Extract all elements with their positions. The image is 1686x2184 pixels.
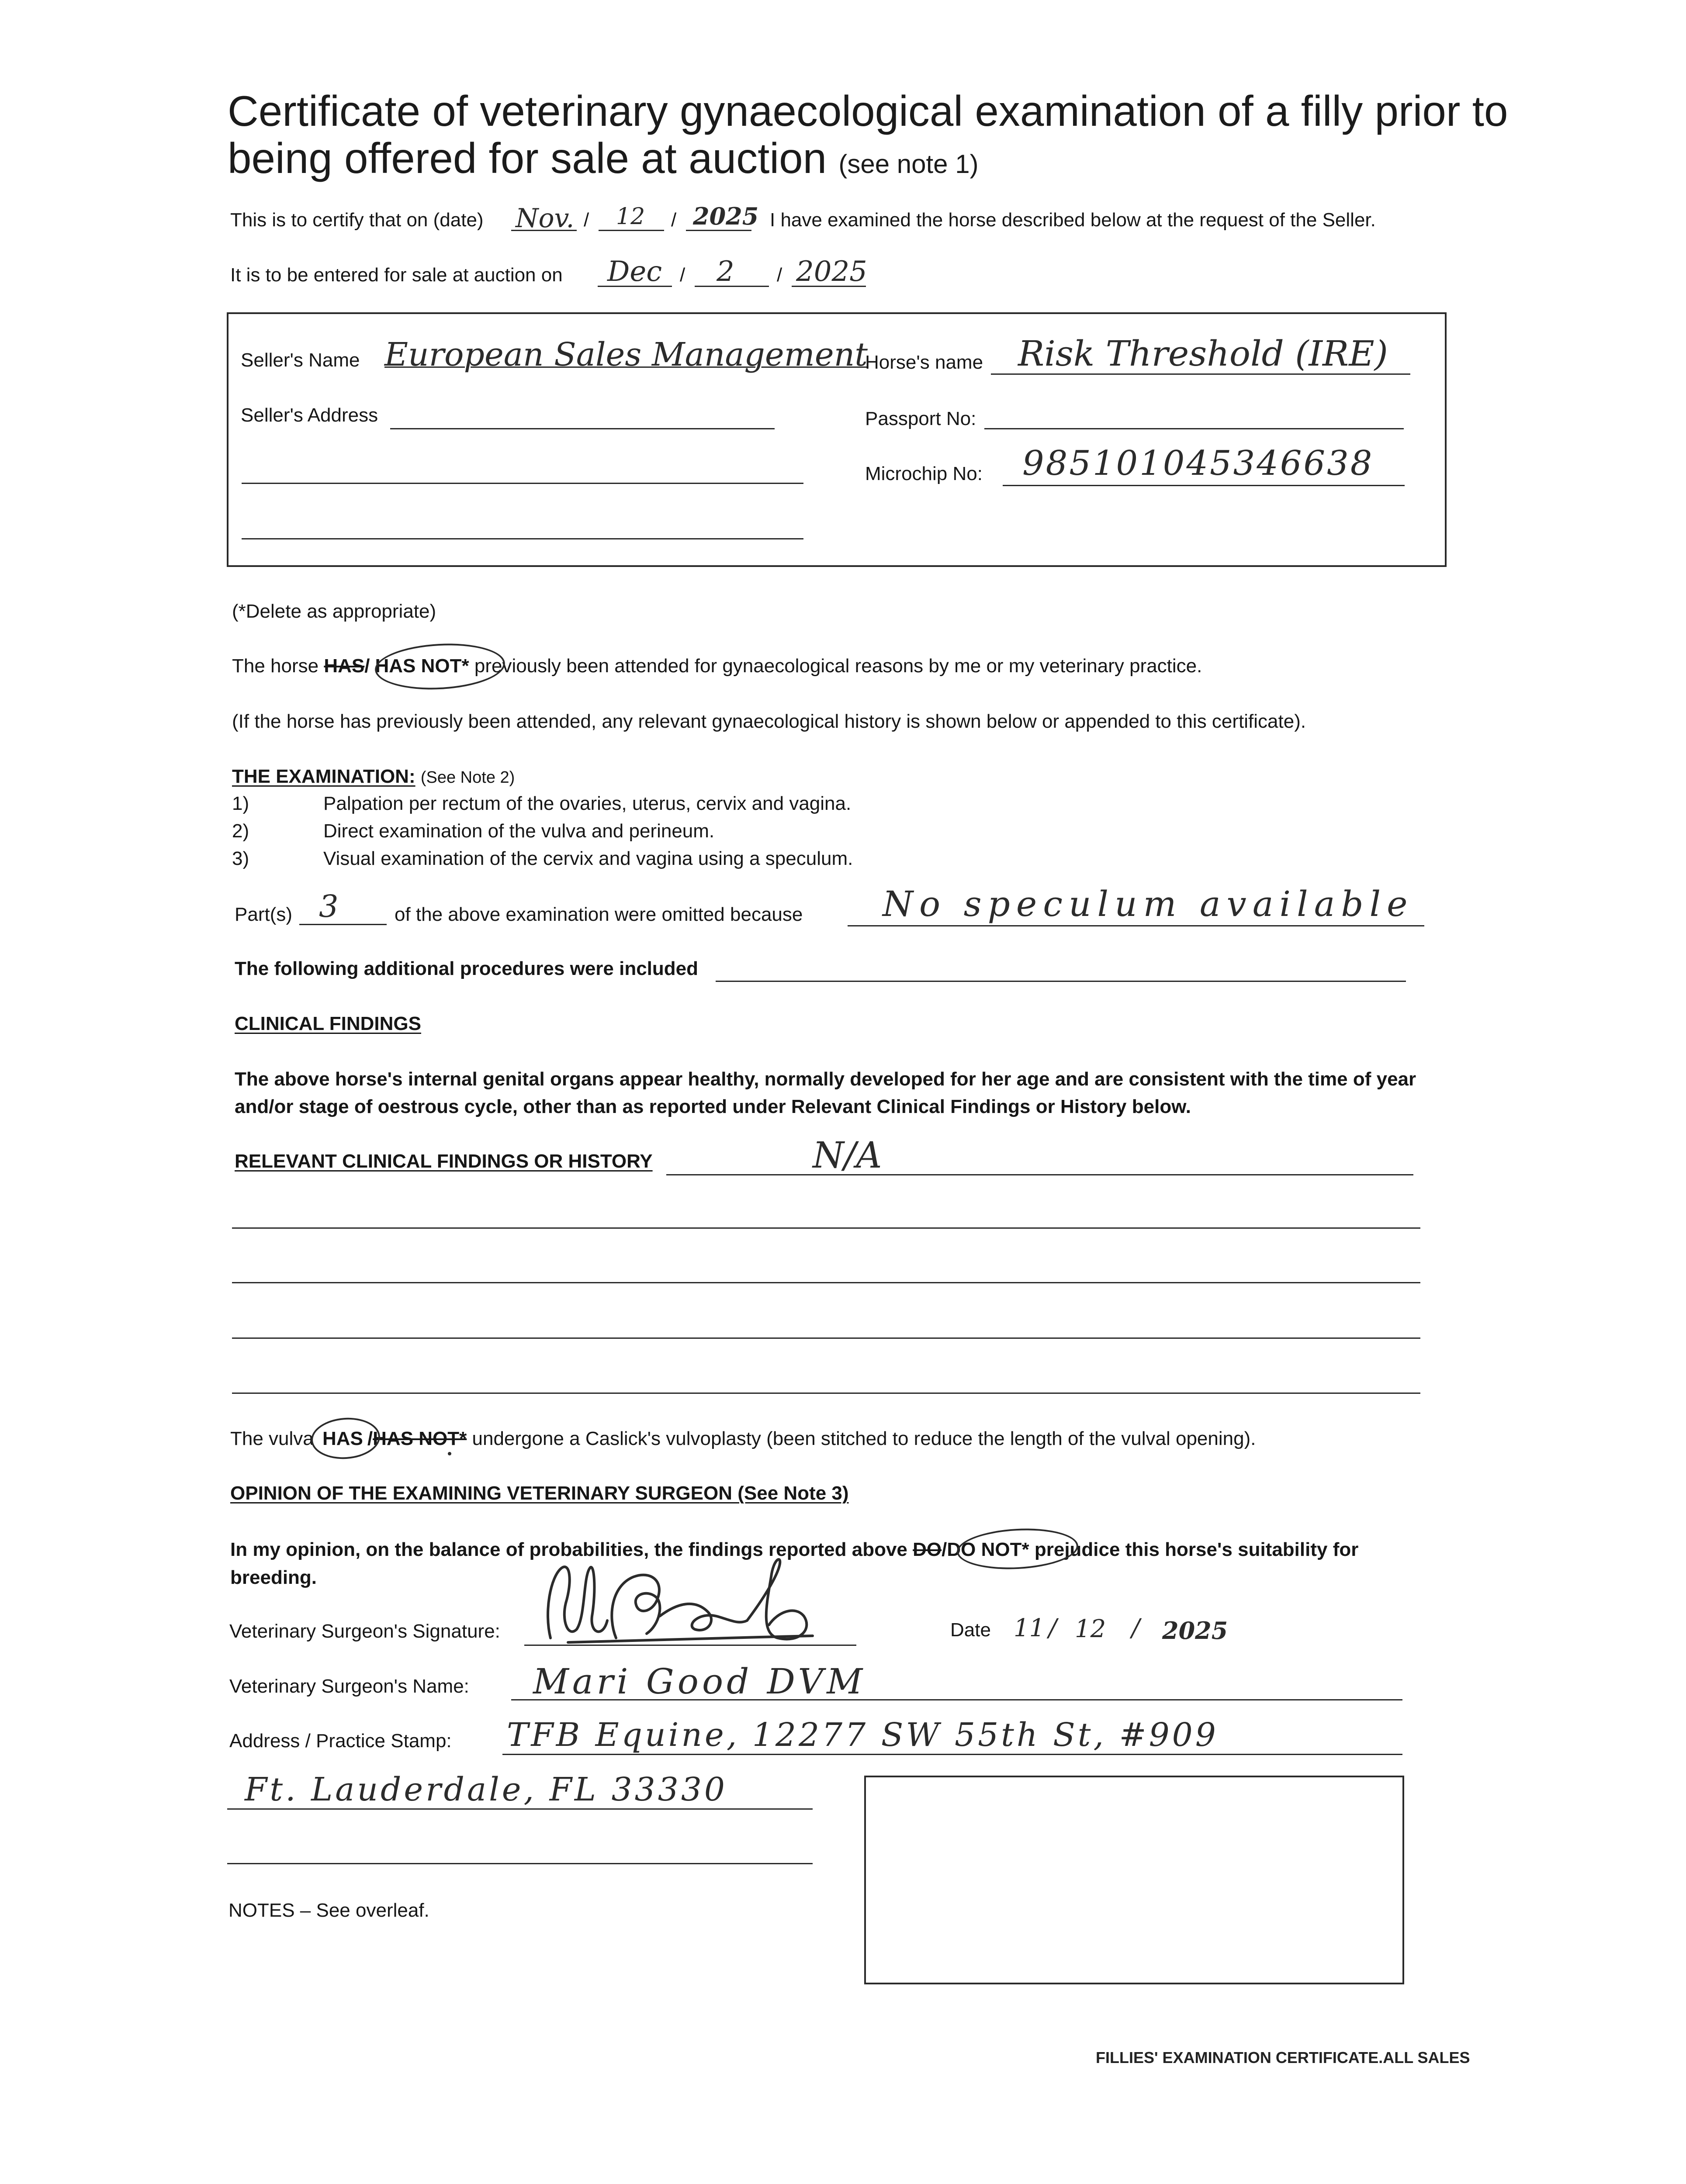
signature-date-sep: / [1049, 1614, 1057, 1642]
examination-heading-note: (See Note 2) [420, 768, 515, 787]
exam-item-num: 1) [232, 793, 249, 814]
clinical-statement-line-2: and/or stage of oestrous cycle, other than as reported under Relevant Clinical Findings or History below. [235, 1096, 1191, 1117]
slash: / [584, 209, 589, 231]
opinion-do-not-option[interactable]: DO NOT* [947, 1539, 1029, 1560]
signature-date-sep: / [1132, 1614, 1140, 1642]
attended-suffix: previously been attended for gynaecological reasons by me or my veterinary practice. [474, 655, 1202, 677]
attended-has-not-option[interactable]: HAS NOT* [375, 655, 469, 677]
additional-label: The following additional procedures were included [235, 958, 699, 979]
seller-address-line-2[interactable] [242, 483, 803, 484]
title-line-2 [228, 135, 1508, 188]
exam-item-text: Visual examination of the cervix and vagina using a speculum. [323, 848, 853, 869]
signature-date-label: Date [950, 1619, 991, 1641]
title-note: (see note 1) [838, 149, 979, 179]
address-line-2-value: Ft. Lauderdale, FL 33330 [245, 1771, 727, 1808]
practice-stamp-box[interactable] [864, 1776, 1404, 1984]
opinion-line-2: breeding. [230, 1567, 317, 1588]
delete-note: (*Delete as appropriate) [232, 601, 436, 622]
signature-date-year: 2025 [1162, 1617, 1228, 1645]
certify-date-year: 2025 [693, 202, 759, 230]
examination-heading [232, 767, 515, 786]
notes-text: NOTES – See overleaf. [228, 1900, 429, 1921]
vulva-line [230, 1429, 1256, 1448]
opinion-do-option[interactable]: DO [913, 1539, 942, 1560]
certify-date-month: Nov. [516, 203, 575, 234]
additional-line[interactable] [716, 981, 1406, 982]
auction-day: 2 [717, 256, 734, 288]
relevant-findings-value: N/A [813, 1135, 882, 1176]
attended-prefix: The horse [232, 655, 319, 677]
opinion-separator: / [942, 1539, 947, 1560]
certify-suffix: I have examined the horse described below at the request of the Seller. [770, 209, 1376, 231]
relevant-findings-line-4[interactable] [232, 1337, 1420, 1339]
vulva-has-option[interactable]: HAS [322, 1428, 363, 1449]
seller-address-label: Seller's Address [241, 404, 378, 426]
relevant-findings-line-1[interactable] [666, 1174, 1413, 1175]
omitted-because-label: of the above examination were omitted because [395, 904, 803, 925]
certify-prefix: This is to certify that on (date) [230, 209, 484, 231]
clinical-statement-line-1: The above horse's internal genital organs appear healthy, normally developed for her age and are consistent with the time of year [235, 1068, 1416, 1090]
slash: / [777, 264, 782, 286]
has-not-circle [374, 640, 506, 692]
address-line-1[interactable] [502, 1754, 1402, 1755]
vulva-prefix: The vulva [230, 1428, 314, 1449]
title-line-2-text: being offered for sale at auction [228, 134, 827, 182]
do-not-circle [956, 1526, 1079, 1572]
vet-name-value: Mari Good DVM [533, 1661, 866, 1702]
vulva-suffix: undergone a Caslick's vulvoplasty (been stitched to reduce the length of the vulval opening). [472, 1428, 1256, 1449]
signature-label: Veterinary Surgeon's Signature: [229, 1621, 500, 1642]
passport-line[interactable] [984, 428, 1404, 429]
relevant-findings-label: RELEVANT CLINICAL FINDINGS OR HISTORY [235, 1151, 653, 1172]
vulva-has-circle [310, 1416, 381, 1462]
footer-text: FILLIES' EXAMINATION CERTIFICATE.ALL SALES [1096, 2049, 1470, 2067]
vulva-has-not-option[interactable]: HAS NOT* [373, 1428, 467, 1449]
exam-item-text: Direct examination of the vulva and perineum. [323, 820, 715, 842]
seller-name-label: Seller's Name [241, 349, 360, 371]
slash: / [680, 264, 685, 286]
page-title [228, 87, 1508, 188]
horse-name-value: Risk Threshold (IRE) [1018, 333, 1388, 374]
address-line-1-value: TFB Equine, 12277 SW 55th St, #909 [507, 1716, 1219, 1754]
pen-mark [448, 1452, 451, 1455]
certify-date-day: 12 [616, 204, 645, 230]
slash: / [671, 209, 677, 231]
auction-year: 2025 [796, 256, 867, 288]
address-stamp-label: Address / Practice Stamp: [229, 1730, 452, 1752]
vulva-separator: / [367, 1428, 373, 1449]
opinion-heading: OPINION OF THE EXAMINING VETERINARY SURGEON (See Note 3) [230, 1482, 849, 1504]
attended-has-option[interactable]: HAS [324, 655, 365, 677]
opinion-suffix: prejudice this horse's suitability for [1034, 1539, 1359, 1560]
auction-label: It is to be entered for sale at auction on [230, 264, 563, 286]
history-note: (If the horse has previously been attended, any relevant gynaecological history is shown below or appended to this certificate). [232, 711, 1306, 732]
relevant-findings-line-3[interactable] [232, 1282, 1420, 1283]
omitted-reason-line[interactable] [848, 925, 1424, 926]
seller-name-value: European Sales Management [384, 336, 868, 373]
omitted-parts-line[interactable] [299, 924, 387, 925]
omitted-reason-value: No speculum available [883, 884, 1414, 924]
certify-date-day-line[interactable] [599, 230, 664, 231]
seller-address-line-1[interactable] [390, 428, 775, 429]
signature-drawing [542, 1551, 839, 1651]
exam-item-num: 2) [232, 820, 249, 842]
clinical-heading: CLINICAL FINDINGS [235, 1013, 421, 1034]
microchip-label: Microchip No: [865, 463, 983, 484]
address-line-2[interactable] [227, 1808, 813, 1810]
exam-item-text: Palpation per rectum of the ovaries, uterus, cervix and vagina. [323, 793, 852, 814]
signature-date-month: 11 [1014, 1614, 1045, 1642]
relevant-findings-line-5[interactable] [232, 1393, 1420, 1394]
opinion-prefix: In my opinion, on the balance of probabilities, the findings reported above [230, 1539, 907, 1560]
address-line-3[interactable] [227, 1863, 813, 1864]
exam-item-num: 3) [232, 848, 249, 869]
microchip-line[interactable] [1003, 485, 1405, 486]
horse-name-label: Horse's name [865, 352, 983, 373]
omitted-parts-label: Part(s) [235, 904, 292, 925]
auction-month: Dec [607, 256, 662, 288]
attended-separator: / [364, 655, 370, 677]
passport-label: Passport No: [865, 408, 976, 429]
relevant-findings-line-2[interactable] [232, 1227, 1420, 1229]
omitted-parts-value: 3 [319, 888, 339, 924]
title-line-1: Certificate of veterinary gynaecological examination of a filly prior to [228, 87, 1508, 135]
microchip-value: 985101045346638 [1022, 444, 1374, 483]
vet-name-label: Veterinary Surgeon's Name: [229, 1676, 469, 1697]
seller-address-line-3[interactable] [242, 538, 803, 539]
signature-date-day: 12 [1075, 1615, 1106, 1643]
examination-heading-text: THE EXAMINATION: [232, 766, 415, 787]
